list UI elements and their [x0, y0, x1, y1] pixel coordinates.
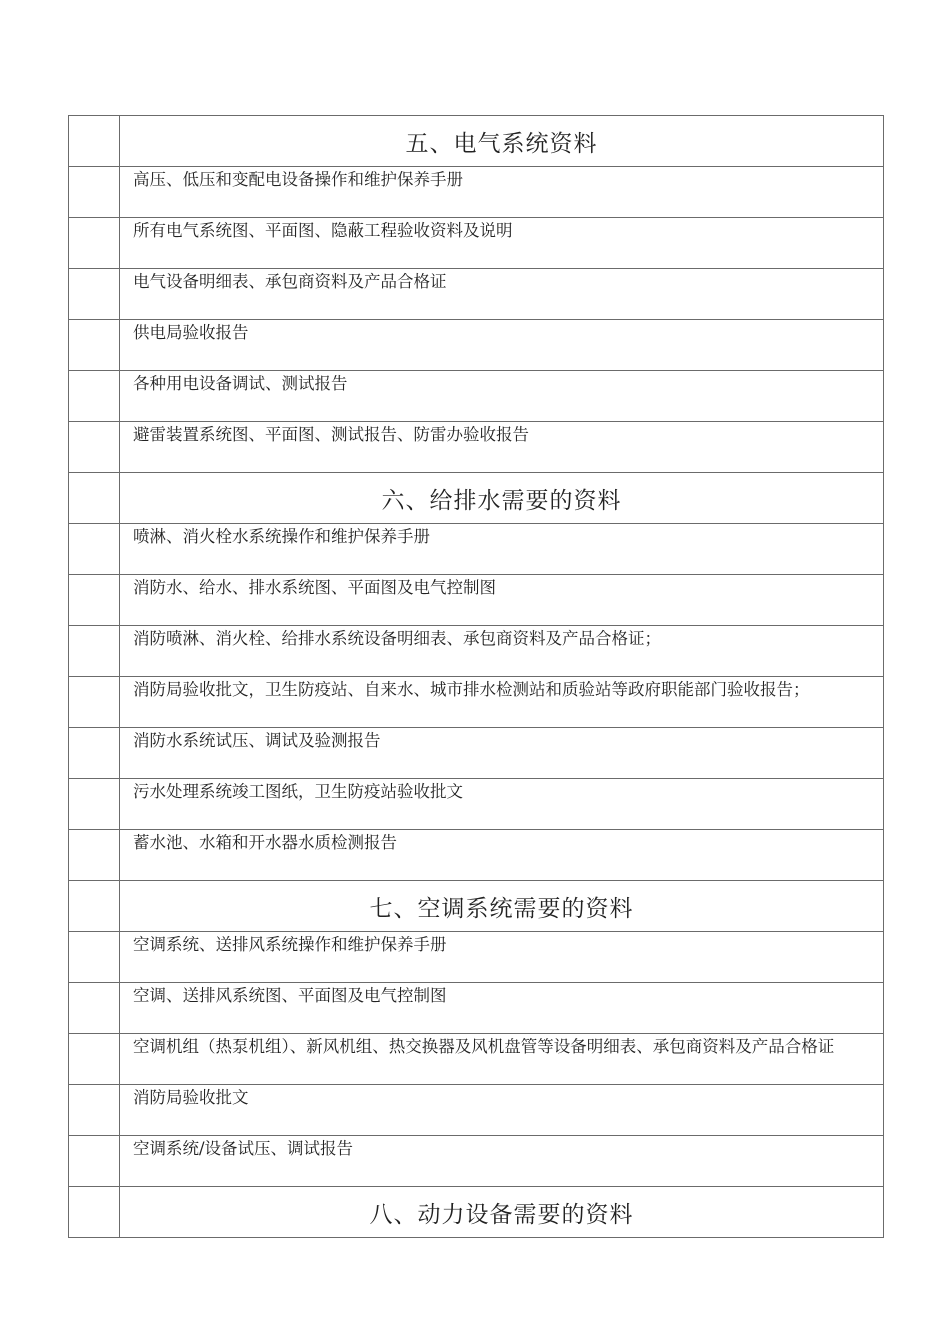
- checklist-item-text: 高压、低压和变配电设备操作和维护保养手册: [120, 167, 884, 218]
- index-cell: [69, 320, 120, 371]
- index-cell: [69, 1187, 120, 1238]
- checklist-row: [69, 320, 884, 371]
- checklist-row: [69, 1136, 884, 1187]
- checklist-item-text: 消防局验收批文: [120, 1085, 884, 1136]
- index-cell: [69, 677, 120, 728]
- checklist-row: [69, 269, 884, 320]
- checklist-row: [69, 728, 884, 779]
- checklist-item-text: 空调机组（热泵机组）、新风机组、热交换器及风机盘管等设备明细表、承包商资料及产品合格证: [120, 1034, 884, 1085]
- index-cell: [69, 575, 120, 626]
- checklist-row: [69, 677, 884, 728]
- checklist-row: [69, 1034, 884, 1085]
- handover-checklist-table: [68, 115, 884, 1238]
- index-cell: [69, 728, 120, 779]
- section-header-row: [69, 881, 884, 932]
- checklist-row: [69, 1085, 884, 1136]
- checklist-item-text: 消防水系统试压、调试及验测报告: [120, 728, 884, 779]
- checklist-row: [69, 575, 884, 626]
- checklist-item-text: 空调系统/设备试压、调试报告: [120, 1136, 884, 1187]
- index-cell: [69, 932, 120, 983]
- checklist-item-text: 空调、送排风系统图、平面图及电气控制图: [120, 983, 884, 1034]
- checklist-item-text: 消防喷淋、消火栓、给排水系统设备明细表、承包商资料及产品合格证；: [120, 626, 884, 677]
- index-cell: [69, 830, 120, 881]
- section-title: 六、给排水需要的资料: [120, 473, 884, 524]
- checklist-item-text: 空调系统、送排风系统操作和维护保养手册: [120, 932, 884, 983]
- checklist-item-text: 消防水、给水、排水系统图、平面图及电气控制图: [120, 575, 884, 626]
- checklist-row: [69, 422, 884, 473]
- index-cell: [69, 779, 120, 830]
- section-title: 七、空调系统需要的资料: [120, 881, 884, 932]
- index-cell: [69, 473, 120, 524]
- checklist-row: [69, 371, 884, 422]
- section-header-row: [69, 473, 884, 524]
- index-cell: [69, 422, 120, 473]
- index-cell: [69, 983, 120, 1034]
- document-page: [68, 115, 884, 1238]
- section-header-row: [69, 116, 884, 167]
- checklist-row: [69, 830, 884, 881]
- index-cell: [69, 626, 120, 677]
- index-cell: [69, 371, 120, 422]
- index-cell: [69, 881, 120, 932]
- checklist-row: [69, 983, 884, 1034]
- index-cell: [69, 524, 120, 575]
- index-cell: [69, 269, 120, 320]
- index-cell: [69, 1085, 120, 1136]
- checklist-item-text: 污水处理系统竣工图纸，卫生防疫站验收批文: [120, 779, 884, 830]
- checklist-row: [69, 524, 884, 575]
- checklist-item-text: 各种用电设备调试、测试报告: [120, 371, 884, 422]
- checklist-item-text: 消防局验收批文，卫生防疫站、自来水、城市排水检测站和质验站等政府职能部门验收报告；: [120, 677, 884, 728]
- checklist-row: [69, 167, 884, 218]
- index-cell: [69, 167, 120, 218]
- index-cell: [69, 218, 120, 269]
- checklist-row: [69, 932, 884, 983]
- checklist-row: [69, 626, 884, 677]
- checklist-row: [69, 779, 884, 830]
- checklist-item-text: 避雷装置系统图、平面图、测试报告、防雷办验收报告: [120, 422, 884, 473]
- checklist-item-text: 所有电气系统图、平面图、隐蔽工程验收资料及说明: [120, 218, 884, 269]
- index-cell: [69, 116, 120, 167]
- checklist-item-text: 蓄水池、水箱和开水器水质检测报告: [120, 830, 884, 881]
- checklist-row: [69, 218, 884, 269]
- section-title: 五、电气系统资料: [120, 116, 884, 167]
- checklist-item-text: 供电局验收报告: [120, 320, 884, 371]
- section-title: 八、动力设备需要的资料: [120, 1187, 884, 1238]
- index-cell: [69, 1034, 120, 1085]
- checklist-item-text: 电气设备明细表、承包商资料及产品合格证: [120, 269, 884, 320]
- checklist-item-text: 喷淋、消火栓水系统操作和维护保养手册: [120, 524, 884, 575]
- index-cell: [69, 1136, 120, 1187]
- section-header-row: [69, 1187, 884, 1238]
